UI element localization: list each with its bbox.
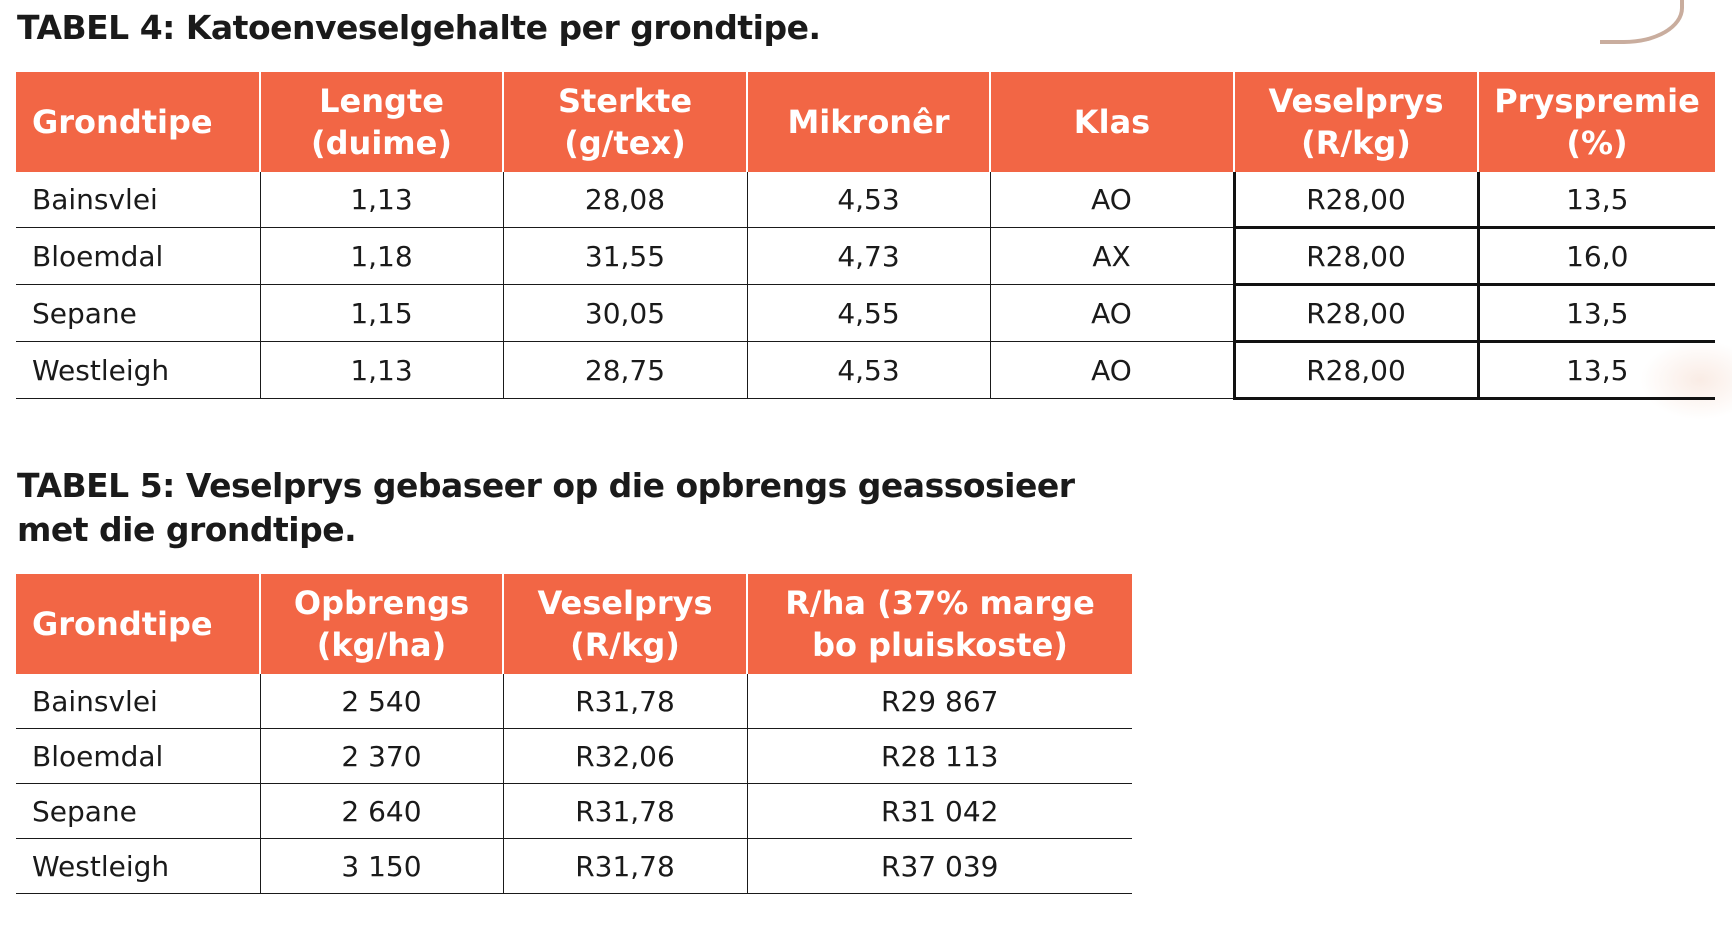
table5-column-header [260, 574, 503, 674]
soil-type-cell: Sepane [16, 285, 260, 342]
table4-column-header-line2: (duime) [311, 124, 452, 162]
table5-column-header [16, 574, 260, 674]
table4-column-header-line2: (%) [1566, 124, 1628, 162]
table-cell: R32,06 [503, 729, 747, 784]
table-row [16, 839, 1132, 894]
table-cell: 1,18 [260, 228, 503, 285]
table5-title-line2: met die grondtipe. [17, 510, 357, 549]
table-row [16, 342, 1715, 399]
soil-type-cell: Bainsvlei [16, 674, 260, 729]
table-cell: R29 867 [747, 674, 1132, 729]
table4-column-header-line1: Pryspremie [1494, 82, 1700, 120]
table-cell: AO [990, 342, 1234, 399]
table-cell: R37 039 [747, 839, 1132, 894]
table5-column-header-line2: (kg/ha) [316, 626, 447, 664]
table-cell: 2 370 [260, 729, 503, 784]
table4-column-header-line2: (g/tex) [564, 124, 686, 162]
table4-column-header-line1: Grondtipe [32, 103, 213, 141]
table-row [16, 729, 1132, 784]
table4-column-header-line1: Veselprys [1268, 82, 1444, 120]
table5-title [17, 464, 1075, 552]
table-cell: 1,13 [260, 172, 503, 228]
table-cell: 1,13 [260, 342, 503, 399]
table-cell: R31 042 [747, 784, 1132, 839]
table-cell: 13,5 [1478, 285, 1715, 342]
table-cell: 30,05 [503, 285, 747, 342]
table5-column-header-line1: Grondtipe [32, 605, 213, 643]
table-row [16, 674, 1132, 729]
table-row [16, 228, 1715, 285]
table-cell: R28,00 [1234, 228, 1478, 285]
table5-column-header [503, 574, 747, 674]
table5-title-line1: TABEL 5: Veselprys gebaseer op die opbrengs geassosieer [17, 466, 1075, 505]
table-cell: 4,73 [747, 228, 990, 285]
table-cell: 31,55 [503, 228, 747, 285]
table-cell: R28 113 [747, 729, 1132, 784]
table4-column-header-line1: Sterkte [557, 82, 693, 120]
soil-type-cell: Westleigh [16, 342, 260, 399]
table5-column-header-line2: bo pluiskoste) [812, 626, 1068, 664]
soil-type-cell: Westleigh [16, 839, 260, 894]
table5-header-row [16, 574, 1132, 674]
table-cell: 16,0 [1478, 228, 1715, 285]
table-cell: R28,00 [1234, 172, 1478, 228]
table-cell: 13,5 [1478, 172, 1715, 228]
table5-column-header-line1: R/ha (37% marge [785, 584, 1095, 622]
table4-column-header [747, 72, 990, 172]
table-cell: 13,5 [1478, 342, 1715, 399]
table-cell: AO [990, 285, 1234, 342]
table4-header-row [16, 72, 1715, 172]
table5-column-header-line1: Opbrengs [293, 584, 470, 622]
table4-column-header [260, 72, 503, 172]
table-cell: 3 150 [260, 839, 503, 894]
table4-column-header [503, 72, 747, 172]
table4-column-header-line1: Mikronêr [787, 103, 950, 141]
table-cell: 2 640 [260, 784, 503, 839]
decorative-illustration-top [1600, 0, 1684, 44]
table-row [16, 784, 1132, 839]
table4-column-header [1234, 72, 1478, 172]
table4-column-header [990, 72, 1234, 172]
soil-type-cell: Bainsvlei [16, 172, 260, 228]
table-cell: AX [990, 228, 1234, 285]
table-cell: R31,78 [503, 839, 747, 894]
table-cell: 2 540 [260, 674, 503, 729]
table4-column-header-line2: (R/kg) [1301, 124, 1411, 162]
table-cell: R31,78 [503, 674, 747, 729]
table5 [16, 574, 1132, 894]
table4-title: TABEL 4: Katoenveselgehalte per grondtipe. [17, 8, 821, 47]
table-cell: 28,75 [503, 342, 747, 399]
table4-column-header-line1: Lengte [319, 82, 444, 120]
table-cell: R31,78 [503, 784, 747, 839]
soil-type-cell: Sepane [16, 784, 260, 839]
table-cell: R28,00 [1234, 285, 1478, 342]
table-cell: 1,15 [260, 285, 503, 342]
table4-column-header [1478, 72, 1715, 172]
table4 [16, 72, 1715, 400]
table5-column-header-line1: Veselprys [537, 584, 713, 622]
table5-column-header [747, 574, 1132, 674]
table-cell: 4,53 [747, 172, 990, 228]
table-cell: R28,00 [1234, 342, 1478, 399]
table-row [16, 172, 1715, 228]
table-cell: 4,55 [747, 285, 990, 342]
table4-column-header [16, 72, 260, 172]
table-cell: 28,08 [503, 172, 747, 228]
table-cell: AO [990, 172, 1234, 228]
table-cell: 4,53 [747, 342, 990, 399]
soil-type-cell: Bloemdal [16, 729, 260, 784]
table5-column-header-line2: (R/kg) [570, 626, 680, 664]
table4-column-header-line1: Klas [1073, 103, 1151, 141]
table-row [16, 285, 1715, 342]
soil-type-cell: Bloemdal [16, 228, 260, 285]
